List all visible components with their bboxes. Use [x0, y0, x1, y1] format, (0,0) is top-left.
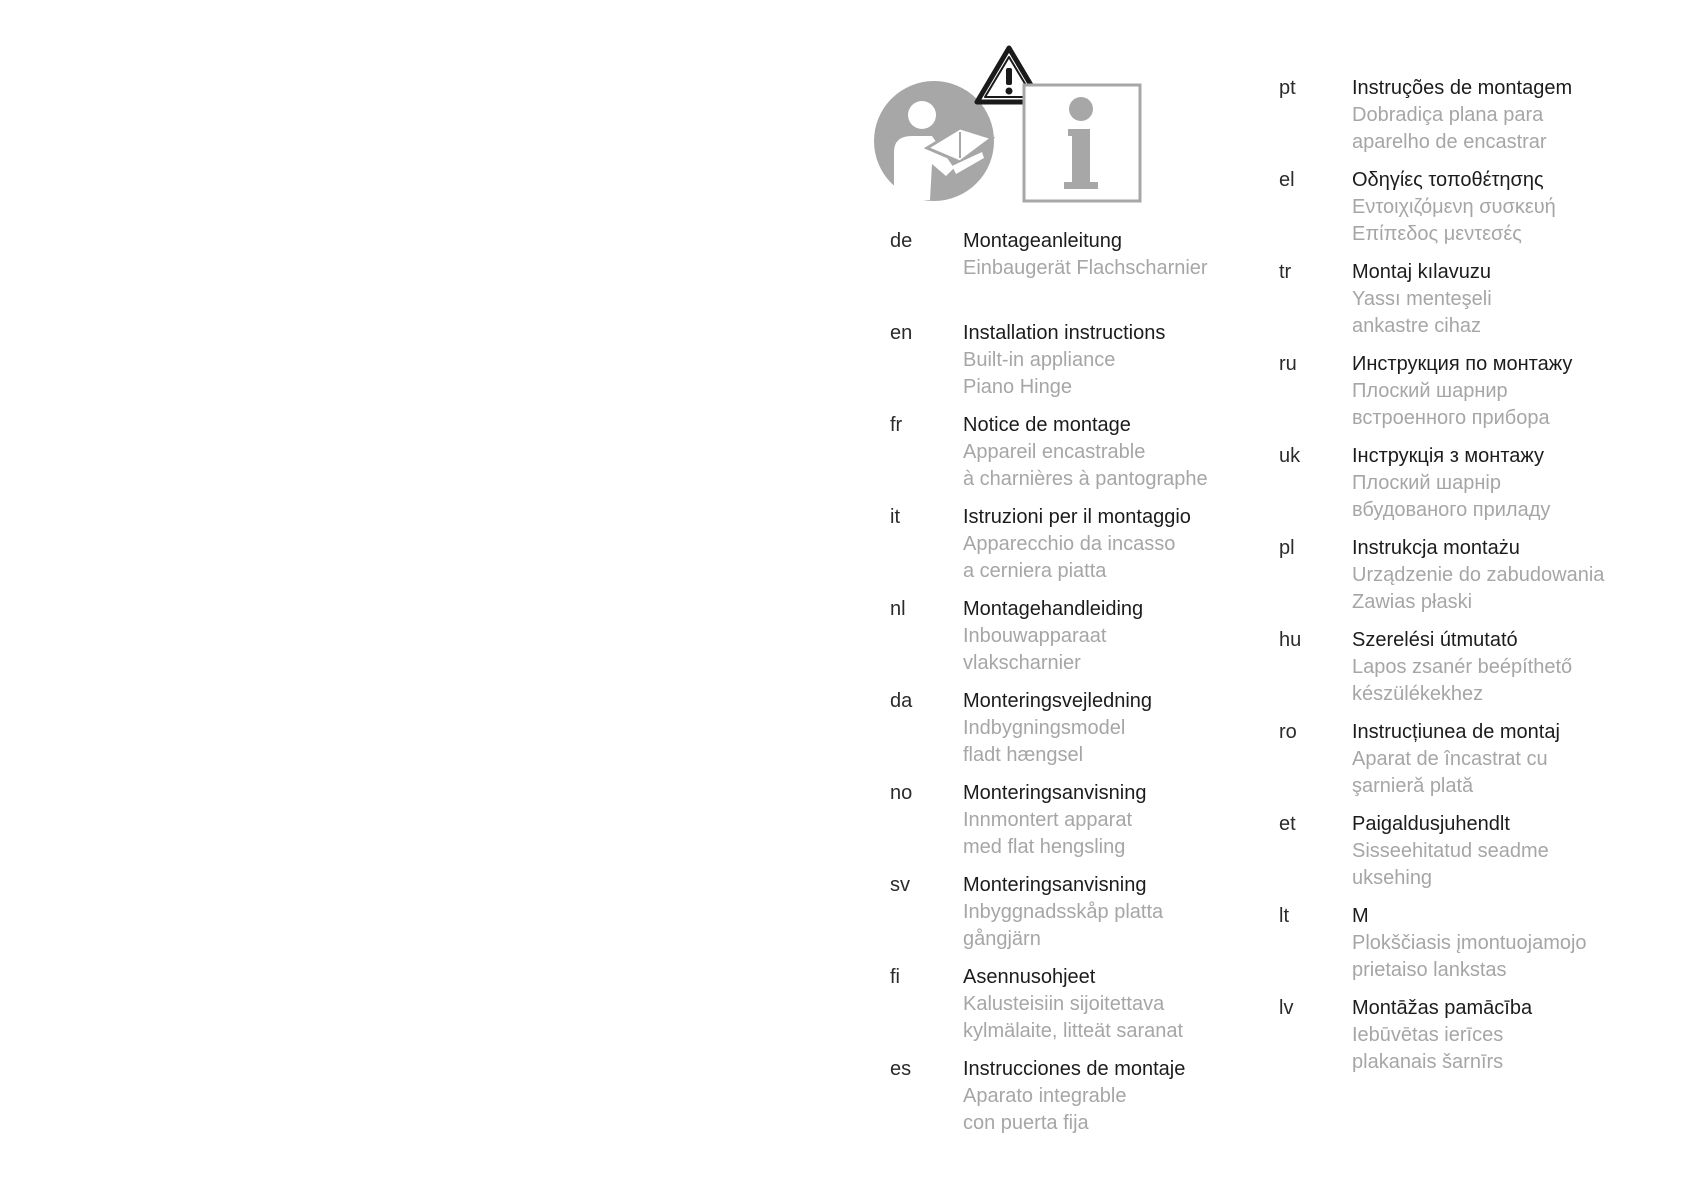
lang-entry-de	[890, 228, 1290, 320]
lang-entry-no	[890, 780, 1290, 872]
lang-code: pt	[1279, 77, 1296, 99]
lang-subtitle-1: Aparato integrable	[963, 1085, 1127, 1107]
icon-group	[872, 40, 1152, 210]
lang-title: Instrucciones de montaje	[963, 1058, 1186, 1080]
lang-subtitle-1: Inbouwapparaat	[963, 625, 1107, 647]
lang-subtitle-1: Iebūvētas ierīces	[1352, 1024, 1504, 1046]
lang-code: it	[890, 506, 900, 528]
lang-subtitle-2: med flat hengsling	[963, 836, 1126, 858]
lang-subtitle-1: Plokščiasis įmontuojamojo	[1352, 932, 1587, 954]
info-icon	[1024, 85, 1140, 201]
lang-title: Szerelési útmutató	[1352, 629, 1518, 651]
lang-subtitle-2: fladt hængsel	[963, 744, 1084, 766]
lang-code: en	[890, 322, 913, 344]
lang-entry-lv	[1279, 995, 1679, 1087]
lang-subtitle-1: Inbyggnadsskåp platta	[963, 901, 1164, 923]
lang-subtitle-2: şarnieră plată	[1352, 775, 1474, 797]
lang-subtitle-1: Kalusteisiin sijoitettava	[963, 993, 1165, 1015]
lang-title: Instrucțiunea de montaj	[1352, 721, 1560, 743]
lang-entry-tr	[1279, 259, 1679, 351]
lang-code: es	[890, 1058, 912, 1080]
lang-code: fr	[890, 414, 903, 436]
lang-subtitle-1: Innmontert apparat	[963, 809, 1132, 831]
lang-title: M	[1352, 905, 1369, 927]
lang-entry-en	[890, 320, 1290, 412]
lang-subtitle-2: Zawias płaski	[1352, 591, 1473, 613]
lang-subtitle-2: kylmälaite, litteät saranat	[963, 1020, 1184, 1042]
lang-title: Instruções de montagem	[1352, 77, 1573, 99]
lang-entry-nl	[890, 596, 1290, 688]
lang-code: el	[1279, 169, 1295, 191]
lang-title: Monteringsvejledning	[963, 690, 1153, 712]
lang-subtitle-1: Indbygningsmodel	[963, 717, 1126, 739]
icon-svg	[872, 40, 1152, 210]
lang-subtitle-2: vlakscharnier	[963, 652, 1081, 674]
language-list-left	[890, 228, 1290, 1148]
lang-title: Installation instructions	[963, 322, 1166, 344]
lang-code: pl	[1279, 537, 1295, 559]
language-list-right	[1279, 75, 1679, 1087]
lang-code: lt	[1279, 905, 1289, 927]
lang-subtitle-2: készülékekhez	[1352, 683, 1484, 705]
lang-subtitle-2: Επίπεδος μεντεσές	[1352, 223, 1522, 245]
lang-title: Montāžas pamācība	[1352, 997, 1533, 1019]
lang-code: sv	[890, 874, 910, 896]
lang-title: Monteringsanvisning	[963, 782, 1147, 804]
lang-entry-ru	[1279, 351, 1679, 443]
lang-code: uk	[1279, 445, 1301, 467]
lang-code: et	[1279, 813, 1296, 835]
lang-title: Notice de montage	[963, 414, 1131, 436]
lang-subtitle-1: Εντοιχιζόμενη συσκευή	[1352, 196, 1556, 218]
lang-code: ru	[1279, 353, 1297, 375]
lang-subtitle-1: Apparecchio da incasso	[963, 533, 1176, 555]
lang-subtitle-2: Piano Hinge	[963, 376, 1072, 398]
lang-subtitle-1: Lapos zsanér beépíthető	[1352, 656, 1573, 678]
lang-code: nl	[890, 598, 906, 620]
lang-title: Istruzioni per il montaggio	[963, 506, 1191, 528]
lang-title: Montaj kılavuzu	[1352, 261, 1491, 283]
lang-subtitle-1: Urządzenie do zabudowania	[1352, 564, 1605, 586]
lang-entry-hu	[1279, 627, 1679, 719]
lang-code: ro	[1279, 721, 1297, 743]
lang-subtitle-1: Sisseehitatud seadme	[1352, 840, 1549, 862]
lang-subtitle-1: Dobradiça plana para	[1352, 104, 1544, 126]
lang-subtitle-2: con puerta fija	[963, 1112, 1089, 1134]
lang-subtitle-1: Yassı menteşeli	[1352, 288, 1492, 310]
lang-subtitle-2: gångjärn	[963, 928, 1041, 950]
lang-title: Monteringsanvisning	[963, 874, 1147, 896]
lang-subtitle-1: Appareil encastrable	[963, 441, 1146, 463]
lang-subtitle-2: à charnières à pantographe	[963, 468, 1208, 490]
lang-entry-et	[1279, 811, 1679, 903]
lang-subtitle-1: Built-in appliance	[963, 349, 1116, 371]
lang-entry-pl	[1279, 535, 1679, 627]
lang-subtitle-2: plakanais šarnīrs	[1352, 1051, 1504, 1073]
lang-title: Instrukcja montażu	[1352, 537, 1520, 559]
lang-subtitle-2: a cerniera piatta	[963, 560, 1107, 582]
lang-subtitle-2: встроенного прибора	[1352, 407, 1550, 429]
lang-subtitle-1: Плоский шарнир	[1352, 380, 1508, 402]
lang-title: Montagehandleiding	[963, 598, 1144, 620]
lang-title: Інструкція з монтажу	[1352, 445, 1545, 467]
lang-entry-fi	[890, 964, 1290, 1056]
lang-code: de	[890, 230, 913, 252]
lang-entry-da	[890, 688, 1290, 780]
lang-subtitle-1: Einbaugerät Flachscharnier	[963, 257, 1208, 279]
lang-code: da	[890, 690, 913, 712]
lang-entry-fr	[890, 412, 1290, 504]
lang-title: Инструкция по монтажу	[1352, 353, 1573, 375]
lang-entry-el	[1279, 167, 1679, 259]
lang-subtitle-2: uksehing	[1352, 867, 1433, 889]
lang-subtitle-2: вбудованого приладу	[1352, 499, 1551, 521]
lang-title: Asennusohjeet	[963, 966, 1096, 988]
lang-title: Οδηγίες τοποθέτησης	[1352, 169, 1544, 191]
lang-subtitle-1: Плоский шарнір	[1352, 472, 1501, 494]
lang-entry-pt	[1279, 75, 1679, 167]
lang-entry-sv	[890, 872, 1290, 964]
lang-subtitle-1: Aparat de încastrat cu	[1352, 748, 1548, 770]
lang-entry-es	[890, 1056, 1290, 1148]
lang-code: no	[890, 782, 913, 804]
lang-code: tr	[1279, 261, 1292, 283]
lang-subtitle-2: ankastre cihaz	[1352, 315, 1481, 337]
lang-subtitle-2: prietaiso lankstas	[1352, 959, 1507, 981]
lang-code: fi	[890, 966, 900, 988]
lang-entry-uk	[1279, 443, 1679, 535]
lang-entry-it	[890, 504, 1290, 596]
lang-entry-lt	[1279, 903, 1679, 995]
lang-title: Paigaldusjuhendlt	[1352, 813, 1510, 835]
lang-subtitle-2: aparelho de encastrar	[1352, 131, 1547, 153]
lang-code: hu	[1279, 629, 1302, 651]
lang-title: Montageanleitung	[963, 230, 1123, 252]
lang-entry-ro	[1279, 719, 1679, 811]
lang-code: lv	[1279, 997, 1294, 1019]
